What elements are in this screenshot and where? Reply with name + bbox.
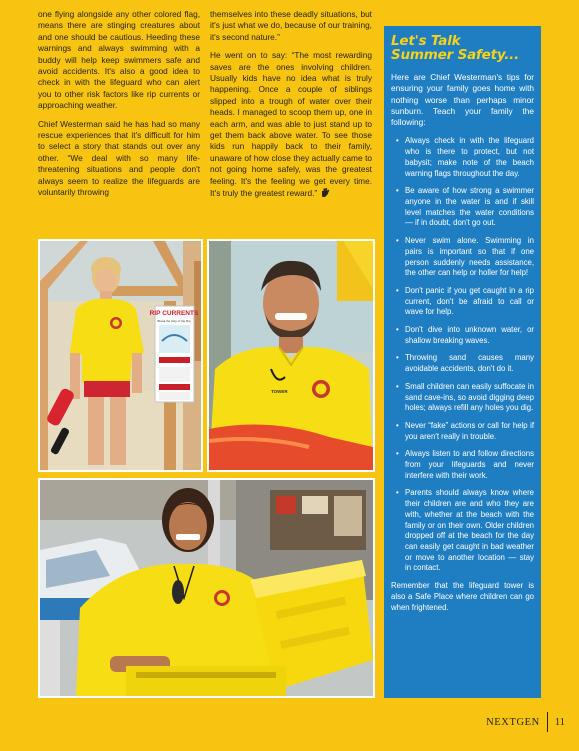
sidebar-title — [391, 34, 534, 62]
safety-tip — [396, 488, 534, 574]
photo-female-lifeguard-equipment — [38, 478, 375, 698]
photo-male-lifeguard — [207, 239, 375, 472]
photo-female-lifeguard-tower — [38, 239, 203, 472]
safety-tip — [396, 186, 534, 229]
sidebar-intro: Here are Chief Westerman's tips for ensuring your family goes home with nothing worse than perhaps minor sunburn. Teach your family the following: — [391, 72, 534, 128]
bullet-icon: • — [396, 488, 399, 498]
article-column-2 — [210, 9, 372, 209]
end-mark-icon — [320, 187, 331, 201]
shirt-print-text: TOWER — [271, 389, 288, 394]
bullet-icon: • — [396, 449, 399, 459]
safety-tip-text: Always check in with the lifeguard who is there to protect, but not babysit; make note of the beach warning flags throughout the day. — [405, 136, 534, 178]
article-paragraph: one flying alongside any other colored flag, means there are stinging creatures about and one should be cautious. Heeding these warnings and always swimming with a buddy will help keep swimmers safe and avoid accidents. It's also a good idea to check in with the lifeguard who can alert you to other risk factors like rip currents or approaching weather. — [38, 9, 200, 111]
safety-tip-text: Don't dive into unknown water, or shallow breaking waves. — [405, 325, 534, 345]
bullet-icon: • — [396, 136, 399, 146]
safety-tip — [396, 236, 534, 279]
safety-tip-text: Small children can easily suffocate in sand cave-ins, so avoid digging deep holes; always refill any holes you dig. — [405, 381, 534, 413]
safety-tip — [396, 136, 534, 179]
article-paragraph-text: He went on to say: “The most rewarding saves are the ones involving children. Usually kids have no idea what is truly happening. Once a couple of siblings slipped into a trough of water over their heads. I managed to scoop them up, one in each arm, and was able to just stand up to get them back above water. To see those kids run happily back to their family, unaware of how close they actually came to not going home safely, was the greatest feeling. It's the feeling we get every time. It's truly the greatest reward.” — [210, 50, 372, 199]
article-column-1 — [38, 9, 200, 206]
bullet-icon: • — [396, 236, 399, 246]
bullet-icon: • — [396, 186, 399, 196]
footer-divider — [547, 712, 548, 732]
safety-tip-text: Don't panic if you get caught in a rip current, don't be afraid to call or wave for help. — [405, 285, 534, 317]
bullet-icon: • — [396, 285, 399, 295]
rip-currents-sign-title: RIP CURRENTS — [149, 310, 199, 317]
safety-tip-text: Parents should always know where their children are and who they are with, whether at the beach with the family or on their own. Older children dropped off at the beach for the day can easily get caught in bad weather or move to another location — stay in contact. — [405, 488, 534, 573]
safety-tip — [396, 449, 534, 481]
article-paragraph — [210, 50, 372, 201]
safety-tip-text: Be aware of how strong a swimmer anyone in the water is and if skill level matches the water conditions — if in doubt, don't go out. — [405, 186, 534, 228]
safety-tip — [396, 325, 534, 346]
article-paragraph: Chief Westerman said he has had so many rescue experiences that it's difficult for him to select a story that stands out over any other. “We deal with so many life-threatening situations and people don't always seem to realize the lifeguards are voluntarily throwing — [38, 118, 200, 198]
page-footer — [486, 712, 565, 732]
sidebar-title-line-1: Let's Talk — [391, 33, 461, 49]
bullet-icon: • — [396, 381, 399, 391]
safety-tip-text: Always listen to and follow directions from your lifeguards and never interfere with their work. — [405, 449, 534, 480]
safety-tips-sidebar — [384, 26, 541, 698]
safety-tips-list — [391, 136, 534, 574]
safety-tip — [396, 420, 534, 442]
bullet-icon: • — [396, 353, 399, 363]
safety-tip — [396, 285, 534, 318]
safety-tip — [396, 381, 534, 414]
sidebar-title-line-2: Summer Safety... — [391, 47, 520, 63]
safety-tip-text: Throwing sand causes many avoidable accidents, don't do it. — [405, 353, 534, 374]
bullet-icon: • — [396, 325, 399, 335]
page-number: 11 — [554, 716, 565, 728]
rip-currents-sign-subtitle: Break the Grip of the Rip — [157, 319, 191, 323]
safety-tip-text: Never “fake” actions or call for help if you aren't really in trouble. — [405, 420, 534, 441]
magazine-brand: NEXTGEN — [486, 716, 540, 728]
safety-tip — [396, 353, 534, 374]
safety-tip-text: Never swim alone. Swimming in pairs is important so that if one person suddenly needs assistance, the other can help or holler for help! — [405, 236, 534, 278]
bullet-icon: • — [396, 420, 399, 430]
article-paragraph: themselves into these deadly situations, but it's just what we do, because of our training, it's second nature.” — [210, 9, 372, 42]
sidebar-outro: Remember that the lifeguard tower is also a Safe Place where children can go when frightened. — [391, 581, 534, 612]
